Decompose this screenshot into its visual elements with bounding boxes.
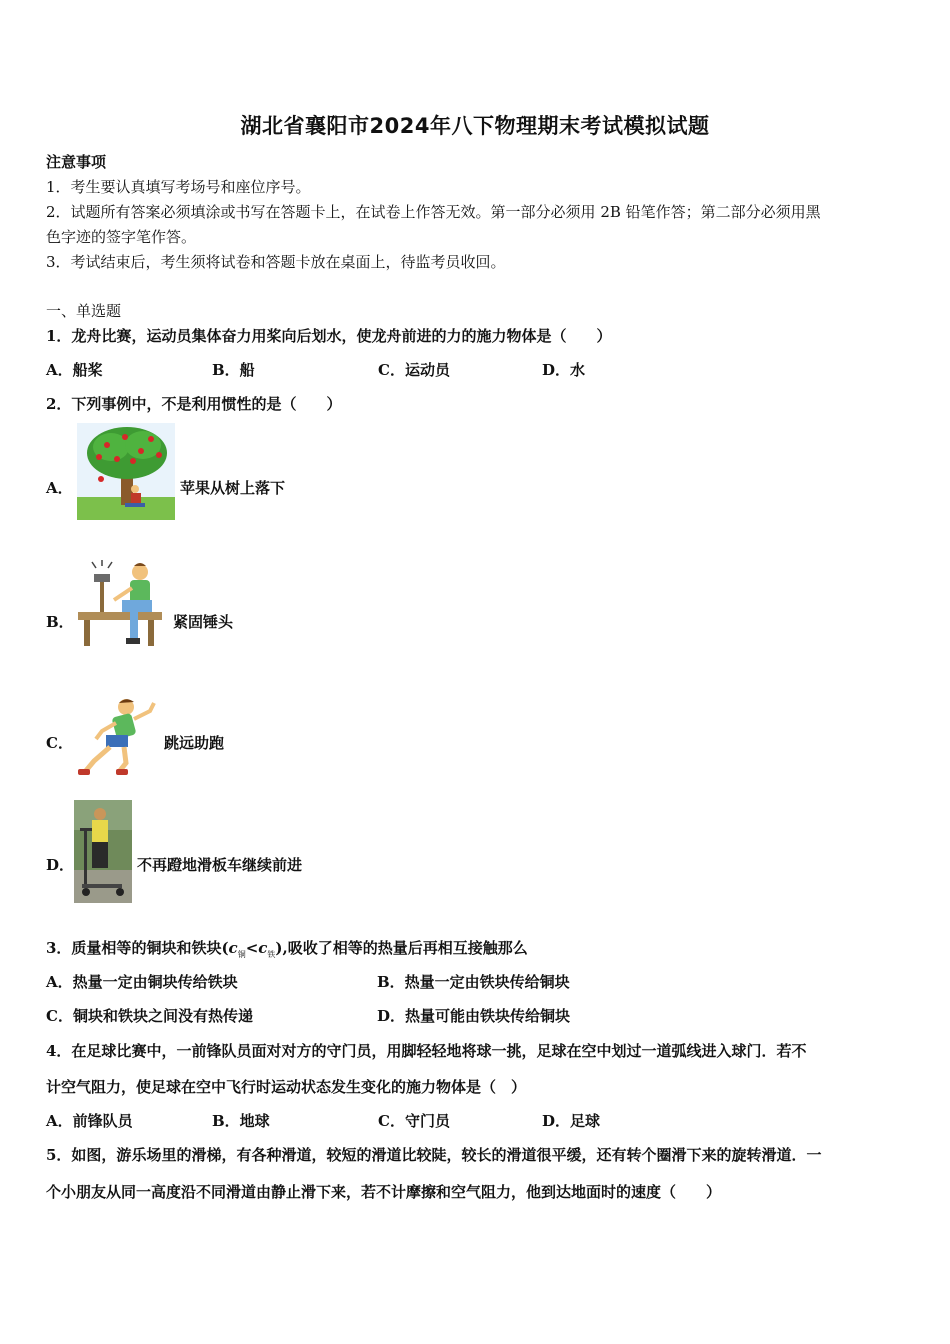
q4-option-b: B．地球 [212,1112,270,1130]
runner-image [78,697,158,779]
q2-option-d-caption: 不再蹬地滑板车继续前进 [137,856,303,874]
q3-option-a: A．热量一定由铜块传给铁块 [46,973,238,991]
q1-option-d: D．水 [542,361,586,379]
q4-option-d: D．足球 [542,1112,601,1130]
q3-c-iron: c [258,939,268,957]
q4-stem-line1: 4．在足球比赛中，一前锋队员面对对方的守门员，用脚轻轻地将球一挑，足球在空中划过一道弧线进入球门．若不 [46,1042,807,1060]
q4-option-a: A．前锋队员 [46,1112,133,1130]
q3-stem-part1: 3．质量相等的铜块和铁块( [46,939,229,957]
q2-option-b-caption: 紧固锤头 [173,613,234,631]
q2-option-a-letter: A． [46,479,73,497]
q3-less-than: < [245,939,259,957]
scooter-boy-image [74,800,132,903]
q1-option-a: A．船桨 [46,361,103,379]
section-heading: 一、单选题 [46,302,122,320]
hammer-bench-image [78,560,166,652]
q2-option-b-letter: B． [46,613,74,631]
q3-option-c: C．铜块和铁块之间没有热传递 [46,1007,253,1025]
notice-heading: 注意事项 [46,153,107,171]
notice-item-2: 2．试题所有答案必须填涂或书写在答题卡上，在试卷上作答无效。第一部分必须用 2B 铅笔作答；第二部分必须用黑 [46,203,821,221]
q5-stem-line2: 个小朋友从同一高度沿不同滑道由静止滑下来，若不计摩擦和空气阻力，他到达地面时的速度（ ） [46,1183,722,1201]
q2-option-c-letter: C． [46,734,73,752]
q2-option-d-letter: D． [46,856,75,874]
q3-c-copper: c [228,939,238,957]
notice-item-2-cont: 色字迹的签字笔作答。 [46,228,197,246]
q3-option-d: D．热量可能由铁块传给铜块 [377,1007,571,1025]
q2-option-c-caption: 跳远助跑 [164,734,225,752]
q5-stem-line1: 5．如图，游乐场里的滑梯，有各种滑道，较短的滑道比较陡，较长的滑道很平缓，还有转个圈滑下来的旋转滑道．一 [46,1146,822,1164]
q1-option-c: C．运动员 [378,361,450,379]
q4-option-c: C．守门员 [378,1112,450,1130]
q3-option-b: B．热量一定由铁块传给铜块 [377,973,570,991]
apple-tree-image [77,423,175,520]
q2-option-a-caption: 苹果从树上落下 [180,479,286,497]
q3-stem-part2: ),吸收了相等的热量后再相互接触那么 [275,939,528,957]
page-title: 湖北省襄阳市2024年八下物理期末考试模拟试题 [240,114,710,138]
q4-stem-line2: 计空气阻力，使足球在空中飞行时运动状态发生变化的施力物体是（ ） [46,1078,527,1096]
q1-option-b: B．船 [212,361,255,379]
q1-stem: 1．龙舟比赛，运动员集体奋力用桨向后划水，使龙舟前进的力的施力物体是（ ） [46,327,612,345]
q3-sub-iron: 铁 [267,950,276,959]
q3-stem [46,937,528,960]
notice-item-3: 3．考试结束后，考生须将试卷和答题卡放在桌面上，待监考员收回。 [46,253,506,271]
q2-stem: 2．下列事例中，不是利用惯性的是（ ） [46,395,342,413]
notice-item-1: 1．考生要认真填写考场号和座位序号。 [46,178,311,196]
q3-sub-copper: 铜 [237,950,246,959]
